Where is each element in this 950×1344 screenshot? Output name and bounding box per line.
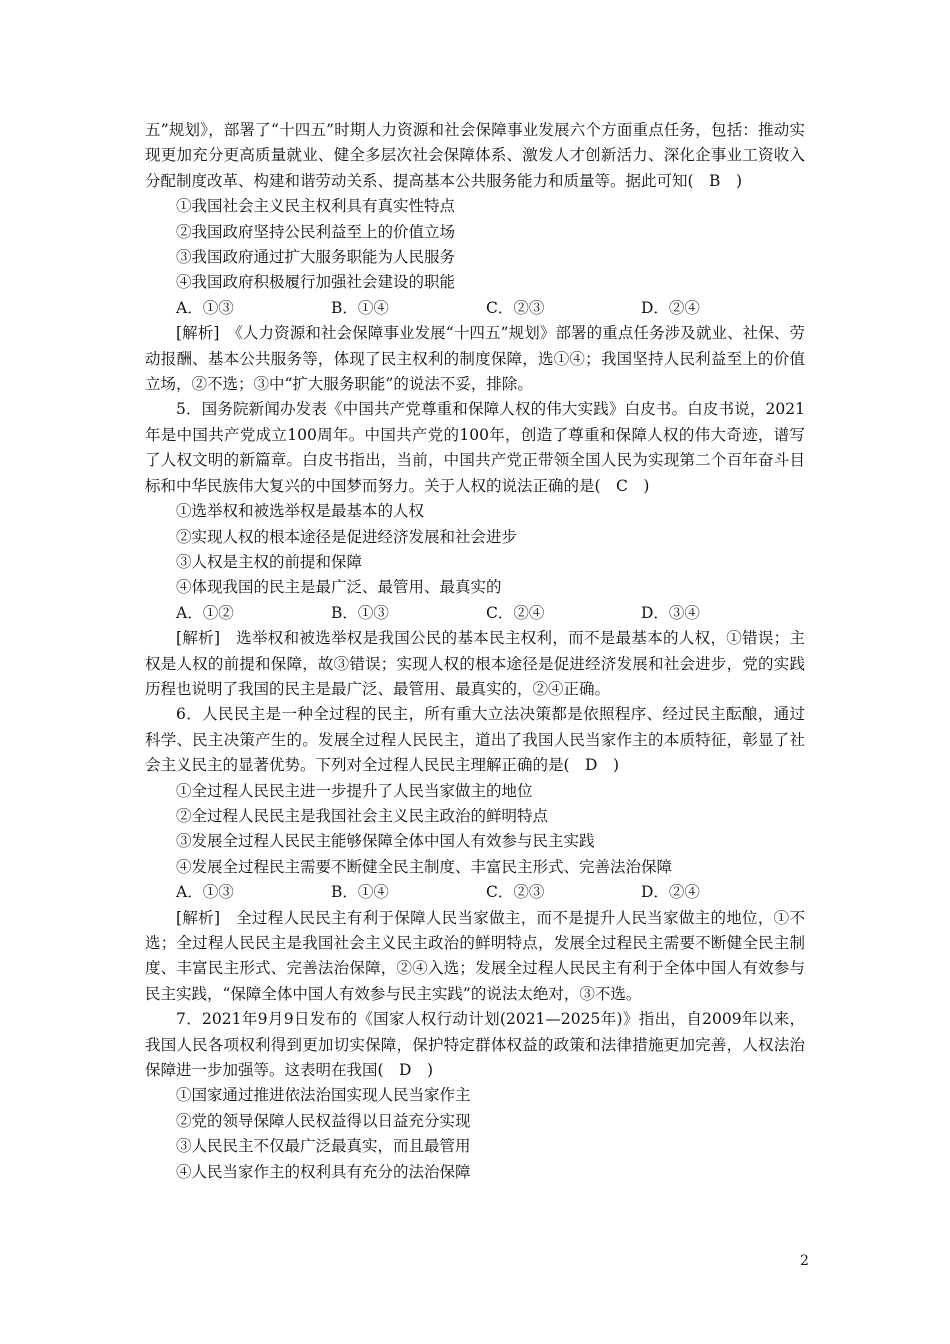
question-6-choices [145, 880, 805, 905]
question-4-option-3: ③我国政府通过扩大服务职能为人民服务 [176, 248, 456, 267]
question-5-option-1: ①选举权和被选举权是最基本的人权 [176, 502, 425, 521]
question-5-choice-a: A．①② [176, 603, 234, 622]
question-4-analysis: [解析] 《人力资源和社会保障事业发展“十四五”规划》部署的重点任务涉及就业、社保、劳动报酬、基本公共服务等，体现了民主权利的制度保障，选①④；我国坚持人民利益至上的价值立场，②不选；③中“扩大服务职能”的说法不妥，排除。 [145, 324, 805, 394]
question-7-stem: 7．2021年9月9日发布的《国家人权行动计划(2021—2025年)》指出，自2009年以来，我国人民各项权利得到更加切实保障，保护特定群体权益的政策和法律措施更加完善，人权法治保障进一步加强等。这表明在我国( D ) [145, 1010, 805, 1080]
question-4-option-2: ②我国政府坚持公民利益至上的价值立场 [176, 222, 456, 241]
question-4 [145, 118, 805, 397]
question-6-option-2: ②全过程人民民主是我国社会主义民主政治的鲜明特点 [176, 806, 549, 825]
question-6-option-1: ①全过程人民民主进一步提升了人民当家做主的地位 [176, 781, 533, 800]
question-6-option-4: ④发展全过程民主需要不断健全民主制度、丰富民主形式、完善法治保障 [176, 857, 673, 876]
document-body [145, 118, 805, 1185]
question-4-choice-b: B．①④ [331, 298, 389, 317]
question-4-choices [145, 296, 805, 321]
question-7 [145, 1007, 805, 1185]
question-6-choice-b: B．①④ [331, 883, 389, 902]
question-5-choice-d: D．③④ [641, 603, 700, 622]
question-6-option-3: ③发展全过程人民民主能够保障全体中国人有效参与民主实践 [176, 832, 595, 851]
question-6-choice-d: D．②④ [641, 883, 700, 902]
question-5-stem: 5．国务院新闻办发表《中国共产党尊重和保障人权的伟大实践》白皮书。白皮书说，2021年是中国共产党成立100周年。中国共产党的100年，创造了尊重和保障人权的伟大奇迹，谱写了人权文明的新篇章。白皮书指出，当前，中国共产党正带领全国人民为实现第二个百年奋斗目标和中华民族伟大复兴的中国梦而努力。关于人权的说法正确的是( C ) [145, 400, 805, 495]
question-7-option-3: ③人民民主不仅最广泛最真实，而且最管用 [176, 1137, 471, 1156]
question-6 [145, 702, 805, 1007]
question-6-analysis: [解析] 全过程人民民主有利于保障人民当家做主，而不是提升人民当家做主的地位，①不选；全过程人民民主是我国社会主义民主政治的鲜明特点，发展全过程民主需要不断健全民主制度、丰富民主形式、完善法治保障，②④入选；发展全过程人民民主有利于全体中国人有效参与民主实践，“保障全体中国人有效参与民主实践”的说法太绝对，③不选。 [145, 908, 805, 1003]
question-4-choice-d: D．②④ [641, 298, 700, 317]
question-4-stem: 五”规划》，部署了“十四五”时期人力资源和社会保障事业发展六个方面重点任务，包括：推动实现更加充分更高质量就业、健全多层次社会保障体系、激发人才创新活力、深化企事业工资收入分配制度改革、构建和谐劳动关系、提高基本公共服务能力和质量等。据此可知( B ) [145, 121, 805, 190]
question-7-option-4: ④人民当家作主的权利具有充分的法治保障 [176, 1162, 471, 1181]
question-4-choice-a: A．①③ [176, 298, 234, 317]
question-5-option-3: ③人权是主权的前提和保障 [176, 552, 363, 571]
question-6-choice-c: C．②③ [486, 883, 545, 902]
question-7-option-1: ①国家通过推进依法治国实现人民当家作主 [176, 1086, 471, 1105]
question-7-option-2: ②党的领导保障人民权益得以日益充分实现 [176, 1111, 471, 1130]
question-6-stem: 6．人民民主是一种全过程的民主，所有重大立法决策都是依照程序、经过民主酝酿，通过科学、民主决策产生的。发展全过程人民民主，道出了我国人民当家作主的本质特征，彰显了社会主义民主的显著优势。下列对全过程人民民主理解正确的是( D ) [145, 705, 805, 775]
question-4-option-4: ④我国政府积极履行加强社会建设的职能 [176, 273, 456, 292]
question-5 [145, 397, 805, 702]
question-5-option-4: ④体现我国的民主是最广泛、最管用、最真实的 [176, 578, 502, 597]
question-4-choice-c: C．②③ [486, 298, 545, 317]
question-5-analysis: [解析] 选举权和被选举权是我国公民的基本民主权利，而不是最基本的人权，①错误；主权是人权的前提和保障，故③错误；实现人权的根本途径是促进经济发展和社会进步，党的实践历程也说明了我国的民主是最广泛、最管用、最真实的，②④正确。 [145, 629, 805, 698]
question-5-choices [145, 601, 805, 626]
question-5-choice-b: B．①③ [331, 603, 389, 622]
question-4-option-1: ①我国社会主义民主权利具有真实性特点 [176, 197, 456, 216]
page-number: 2 [800, 1253, 809, 1269]
question-5-choice-c: C．②④ [486, 603, 545, 622]
question-6-choice-a: A．①③ [176, 883, 234, 902]
question-5-option-2: ②实现人权的根本途径是促进经济发展和社会进步 [176, 527, 518, 546]
